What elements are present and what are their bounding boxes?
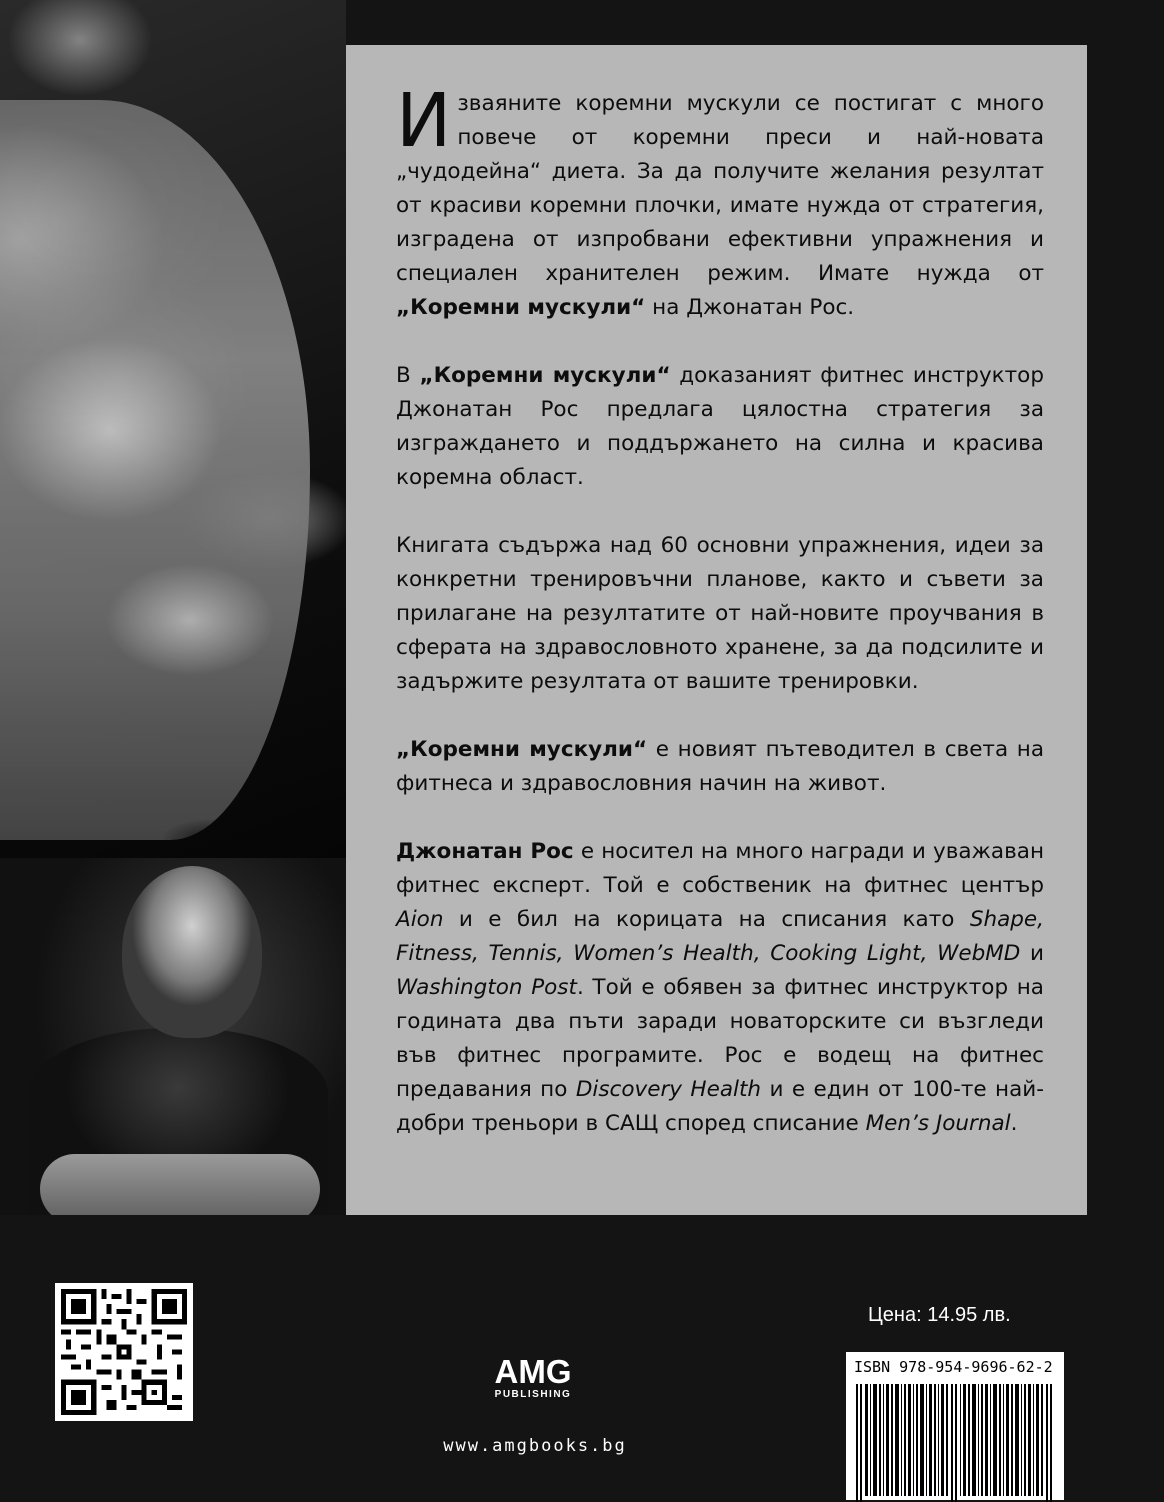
book-title-inline: „Коремни мускули“ bbox=[419, 363, 671, 388]
author-bio bbox=[396, 835, 1044, 1141]
blurb-text: и е бил на корицата на списания като bbox=[443, 907, 970, 932]
author-head bbox=[122, 866, 262, 1038]
blurb-paragraph-4 bbox=[396, 733, 1044, 801]
barcode bbox=[846, 1352, 1064, 1500]
book-title-inline: „Коремни мускули“ bbox=[396, 737, 648, 762]
book-title-inline: „Коремни мускули“ bbox=[396, 295, 646, 320]
italic-name: Shape, Fitness, Tennis, Women’s Health, Cooking Light, WebMD bbox=[396, 907, 1044, 966]
blurb-text: зваяните коремни мускули се постигат с много повече от коремни преси и най-новата „чудодейна“ диета. За да получите желания резултат от красиви коремни плочки, имате нужда от стратегия, изградена от изпробвани ефективни упражнения и специален хранителен режим. Имате нужда от bbox=[396, 91, 1044, 286]
blurb-text: и е един от 100-те най-добри треньори в САЩ според списание bbox=[396, 1077, 1044, 1136]
blurb-text: е носител на много награди и уважаван фитнес експерт. Той е собственик на фитнес център bbox=[396, 839, 1044, 898]
author-photo bbox=[0, 858, 346, 1215]
blurb-text: . bbox=[1010, 1111, 1018, 1136]
italic-name: Washington Post bbox=[396, 975, 577, 1000]
blurb-paragraph-1 bbox=[396, 78, 1044, 325]
blurb-text: и bbox=[1020, 941, 1044, 966]
cover-photo-torso bbox=[0, 0, 346, 858]
blurb-text: Книгата съдържа над 60 основни упражнения, идеи за конкретни тренировъчни планове, както и съвети за прилагане на резултатите от най-новите проучвания в сферата на здравословното хранене, за да подсилите и задържите резултата от вашите тренировки. bbox=[396, 533, 1044, 694]
italic-name: Men’s Journal bbox=[865, 1111, 1011, 1136]
qr-code[interactable] bbox=[55, 1283, 193, 1421]
blurb-text: на Джонатан Рос. bbox=[645, 295, 855, 320]
isbn-number: ISBN 978-954-9696-62-2 bbox=[854, 1358, 1053, 1376]
blurb-text: . Той е обявен за фитнес инструктор на годината два пъти заради новаторските си възгледи във фитнес програмите. Рос е водещ на фитнес предавания по bbox=[396, 975, 1044, 1102]
publisher-logo-sub: PUBLISHING bbox=[494, 1389, 572, 1400]
blurb-paragraph-2 bbox=[396, 359, 1044, 495]
author-crossed-arms bbox=[40, 1154, 320, 1215]
torso-figure bbox=[0, 100, 310, 840]
blurb-text: доказаният фитнес инструктор Джонатан Рос предлага цялостна стратегия за изграждането и поддържането на силна и красива коремна област. bbox=[396, 363, 1044, 490]
barcode-icon bbox=[854, 1384, 1058, 1502]
qr-code-icon bbox=[61, 1289, 187, 1415]
price-label: Цена: 14.95 лв. bbox=[868, 1304, 1011, 1326]
blurb-text: е новият пътеводител в света на фитнеса и здравословния начин на живот. bbox=[396, 737, 1044, 796]
italic-name: Discovery Health bbox=[575, 1077, 762, 1102]
drop-cap: И bbox=[396, 78, 452, 164]
publisher-logo-main: AMG bbox=[494, 1353, 572, 1390]
blurb-paragraph-3 bbox=[396, 529, 1044, 699]
italic-name: Aion bbox=[396, 907, 444, 932]
blurb-panel bbox=[346, 45, 1087, 1215]
author-name: Джонатан Рос bbox=[396, 839, 574, 864]
publisher-logo bbox=[478, 1355, 588, 1400]
publisher-website[interactable]: www.amgbooks.bg bbox=[443, 1436, 627, 1456]
blurb-text: В bbox=[396, 363, 420, 388]
